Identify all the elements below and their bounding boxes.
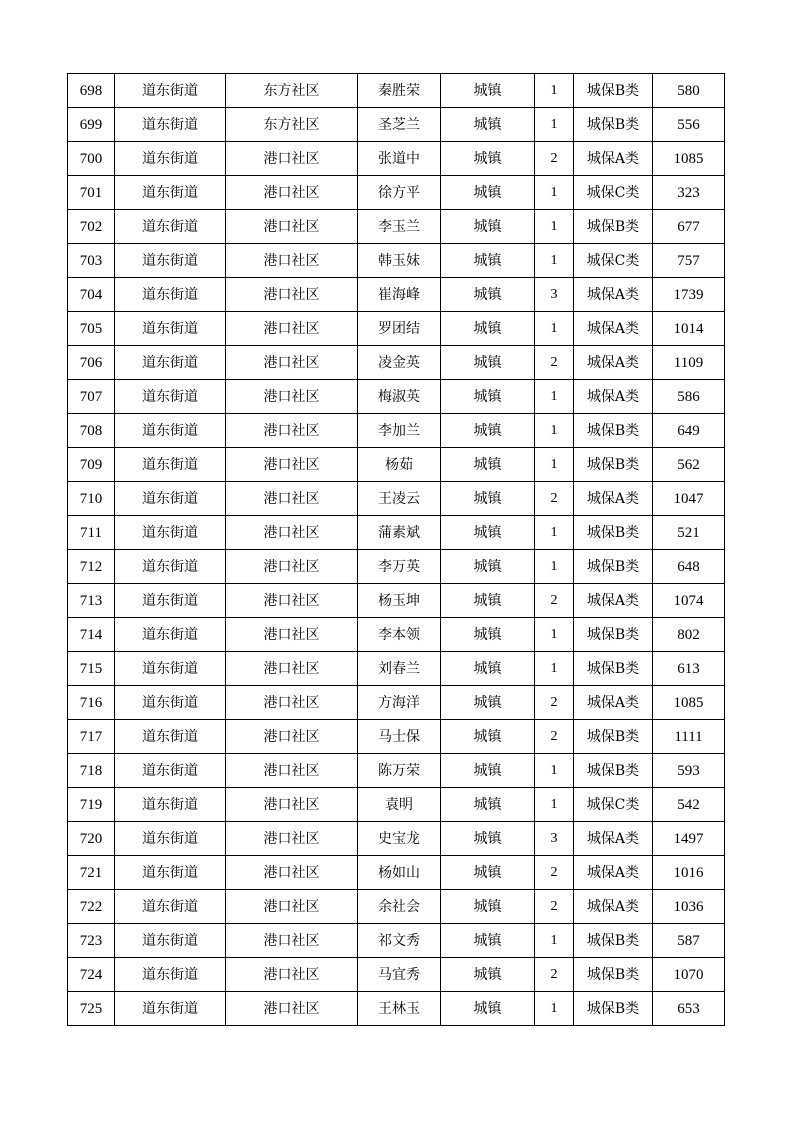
row-number: 724 — [68, 958, 115, 992]
community-cell: 港口社区 — [226, 380, 358, 414]
household-count-cell: 1 — [535, 448, 574, 482]
category-cell: 城保A类 — [574, 482, 653, 516]
street-cell: 道东街道 — [115, 108, 226, 142]
amount-cell: 562 — [653, 448, 725, 482]
category-cell: 城保B类 — [574, 448, 653, 482]
community-cell: 港口社区 — [226, 618, 358, 652]
name-cell: 袁明 — [358, 788, 441, 822]
name-cell: 方海洋 — [358, 686, 441, 720]
household-count-cell: 1 — [535, 210, 574, 244]
street-cell: 道东街道 — [115, 346, 226, 380]
name-cell: 圣芝兰 — [358, 108, 441, 142]
street-cell: 道东街道 — [115, 380, 226, 414]
category-cell: 城保A类 — [574, 584, 653, 618]
category-cell: 城保C类 — [574, 788, 653, 822]
household-count-cell: 2 — [535, 142, 574, 176]
street-cell: 道东街道 — [115, 584, 226, 618]
name-cell: 李万英 — [358, 550, 441, 584]
table-row — [68, 210, 725, 244]
amount-cell: 1739 — [653, 278, 725, 312]
type-cell: 城镇 — [441, 482, 535, 516]
category-cell: 城保A类 — [574, 346, 653, 380]
table-row — [68, 686, 725, 720]
table-row — [68, 754, 725, 788]
row-number: 708 — [68, 414, 115, 448]
type-cell: 城镇 — [441, 142, 535, 176]
type-cell: 城镇 — [441, 584, 535, 618]
street-cell: 道东街道 — [115, 244, 226, 278]
community-cell: 东方社区 — [226, 108, 358, 142]
row-number: 720 — [68, 822, 115, 856]
table-row — [68, 414, 725, 448]
street-cell: 道东街道 — [115, 176, 226, 210]
name-cell: 罗团结 — [358, 312, 441, 346]
household-count-cell: 1 — [535, 924, 574, 958]
name-cell: 马士保 — [358, 720, 441, 754]
type-cell: 城镇 — [441, 992, 535, 1026]
table-row — [68, 278, 725, 312]
household-count-cell: 2 — [535, 346, 574, 380]
category-cell: 城保A类 — [574, 380, 653, 414]
row-number: 709 — [68, 448, 115, 482]
name-cell: 王林玉 — [358, 992, 441, 1026]
community-cell: 港口社区 — [226, 958, 358, 992]
community-cell: 港口社区 — [226, 720, 358, 754]
type-cell: 城镇 — [441, 516, 535, 550]
row-number: 714 — [68, 618, 115, 652]
category-cell: 城保C类 — [574, 176, 653, 210]
community-cell: 港口社区 — [226, 550, 358, 584]
row-number: 713 — [68, 584, 115, 618]
community-cell: 港口社区 — [226, 516, 358, 550]
amount-cell: 1085 — [653, 142, 725, 176]
street-cell: 道东街道 — [115, 312, 226, 346]
table-row — [68, 618, 725, 652]
community-cell: 港口社区 — [226, 584, 358, 618]
type-cell: 城镇 — [441, 380, 535, 414]
community-cell: 港口社区 — [226, 788, 358, 822]
street-cell: 道东街道 — [115, 414, 226, 448]
household-count-cell: 1 — [535, 992, 574, 1026]
type-cell: 城镇 — [441, 550, 535, 584]
type-cell: 城镇 — [441, 754, 535, 788]
row-number: 702 — [68, 210, 115, 244]
table-row — [68, 482, 725, 516]
community-cell: 港口社区 — [226, 346, 358, 380]
table-row — [68, 448, 725, 482]
type-cell: 城镇 — [441, 686, 535, 720]
type-cell: 城镇 — [441, 74, 535, 108]
community-cell: 港口社区 — [226, 414, 358, 448]
table-row — [68, 74, 725, 108]
amount-cell: 1016 — [653, 856, 725, 890]
amount-cell: 556 — [653, 108, 725, 142]
table-row — [68, 584, 725, 618]
row-number: 707 — [68, 380, 115, 414]
category-cell: 城保A类 — [574, 890, 653, 924]
household-count-cell: 2 — [535, 720, 574, 754]
household-count-cell: 2 — [535, 890, 574, 924]
amount-cell: 802 — [653, 618, 725, 652]
amount-cell: 1014 — [653, 312, 725, 346]
name-cell: 杨茹 — [358, 448, 441, 482]
household-count-cell: 1 — [535, 414, 574, 448]
table-row — [68, 108, 725, 142]
name-cell: 陈万荣 — [358, 754, 441, 788]
table-row — [68, 890, 725, 924]
category-cell: 城保B类 — [574, 618, 653, 652]
community-cell: 港口社区 — [226, 244, 358, 278]
household-count-cell: 1 — [535, 652, 574, 686]
table-row — [68, 992, 725, 1026]
amount-cell: 1111 — [653, 720, 725, 754]
community-cell: 港口社区 — [226, 482, 358, 516]
category-cell: 城保C类 — [574, 244, 653, 278]
records-table — [67, 73, 725, 1026]
name-cell: 李本领 — [358, 618, 441, 652]
name-cell: 张道中 — [358, 142, 441, 176]
category-cell: 城保B类 — [574, 550, 653, 584]
row-number: 715 — [68, 652, 115, 686]
table-row — [68, 652, 725, 686]
row-number: 722 — [68, 890, 115, 924]
street-cell: 道东街道 — [115, 754, 226, 788]
household-count-cell: 2 — [535, 856, 574, 890]
category-cell: 城保B类 — [574, 108, 653, 142]
household-count-cell: 2 — [535, 958, 574, 992]
type-cell: 城镇 — [441, 618, 535, 652]
type-cell: 城镇 — [441, 856, 535, 890]
name-cell: 李玉兰 — [358, 210, 441, 244]
type-cell: 城镇 — [441, 210, 535, 244]
name-cell: 杨玉坤 — [358, 584, 441, 618]
name-cell: 韩玉妹 — [358, 244, 441, 278]
community-cell: 港口社区 — [226, 856, 358, 890]
type-cell: 城镇 — [441, 788, 535, 822]
community-cell: 港口社区 — [226, 278, 358, 312]
type-cell: 城镇 — [441, 278, 535, 312]
amount-cell: 1085 — [653, 686, 725, 720]
row-number: 719 — [68, 788, 115, 822]
community-cell: 港口社区 — [226, 652, 358, 686]
row-number: 718 — [68, 754, 115, 788]
name-cell: 凌金英 — [358, 346, 441, 380]
household-count-cell: 1 — [535, 244, 574, 278]
community-cell: 港口社区 — [226, 142, 358, 176]
household-count-cell: 1 — [535, 516, 574, 550]
name-cell: 马宜秀 — [358, 958, 441, 992]
household-count-cell: 1 — [535, 176, 574, 210]
amount-cell: 648 — [653, 550, 725, 584]
community-cell: 港口社区 — [226, 312, 358, 346]
type-cell: 城镇 — [441, 448, 535, 482]
household-count-cell: 1 — [535, 788, 574, 822]
category-cell: 城保A类 — [574, 312, 653, 346]
street-cell: 道东街道 — [115, 958, 226, 992]
street-cell: 道东街道 — [115, 720, 226, 754]
table-row — [68, 346, 725, 380]
street-cell: 道东街道 — [115, 686, 226, 720]
community-cell: 港口社区 — [226, 822, 358, 856]
community-cell: 港口社区 — [226, 890, 358, 924]
row-number: 712 — [68, 550, 115, 584]
category-cell: 城保A类 — [574, 278, 653, 312]
type-cell: 城镇 — [441, 414, 535, 448]
type-cell: 城镇 — [441, 924, 535, 958]
household-count-cell: 1 — [535, 74, 574, 108]
street-cell: 道东街道 — [115, 856, 226, 890]
household-count-cell: 1 — [535, 618, 574, 652]
table-row — [68, 822, 725, 856]
row-number: 705 — [68, 312, 115, 346]
amount-cell: 542 — [653, 788, 725, 822]
table-row — [68, 380, 725, 414]
household-count-cell: 1 — [535, 312, 574, 346]
household-count-cell: 2 — [535, 686, 574, 720]
name-cell: 王凌云 — [358, 482, 441, 516]
row-number: 721 — [68, 856, 115, 890]
amount-cell: 1497 — [653, 822, 725, 856]
amount-cell: 1074 — [653, 584, 725, 618]
street-cell: 道东街道 — [115, 788, 226, 822]
amount-cell: 593 — [653, 754, 725, 788]
amount-cell: 1036 — [653, 890, 725, 924]
community-cell: 东方社区 — [226, 74, 358, 108]
category-cell: 城保B类 — [574, 74, 653, 108]
table-row — [68, 550, 725, 584]
household-count-cell: 1 — [535, 550, 574, 584]
name-cell: 李加兰 — [358, 414, 441, 448]
row-number: 723 — [68, 924, 115, 958]
amount-cell: 1109 — [653, 346, 725, 380]
amount-cell: 1047 — [653, 482, 725, 516]
type-cell: 城镇 — [441, 108, 535, 142]
type-cell: 城镇 — [441, 720, 535, 754]
street-cell: 道东街道 — [115, 516, 226, 550]
street-cell: 道东街道 — [115, 448, 226, 482]
table-row — [68, 516, 725, 550]
name-cell: 崔海峰 — [358, 278, 441, 312]
amount-cell: 649 — [653, 414, 725, 448]
type-cell: 城镇 — [441, 890, 535, 924]
amount-cell: 521 — [653, 516, 725, 550]
name-cell: 蒲素斌 — [358, 516, 441, 550]
category-cell: 城保A类 — [574, 856, 653, 890]
amount-cell: 1070 — [653, 958, 725, 992]
amount-cell: 323 — [653, 176, 725, 210]
type-cell: 城镇 — [441, 958, 535, 992]
amount-cell: 586 — [653, 380, 725, 414]
name-cell: 刘春兰 — [358, 652, 441, 686]
row-number: 704 — [68, 278, 115, 312]
category-cell: 城保B类 — [574, 652, 653, 686]
category-cell: 城保B类 — [574, 754, 653, 788]
table-row — [68, 142, 725, 176]
category-cell: 城保B类 — [574, 210, 653, 244]
table-row — [68, 312, 725, 346]
table-row — [68, 720, 725, 754]
name-cell: 杨如山 — [358, 856, 441, 890]
name-cell: 梅淑英 — [358, 380, 441, 414]
street-cell: 道东街道 — [115, 550, 226, 584]
row-number: 716 — [68, 686, 115, 720]
name-cell: 祁文秀 — [358, 924, 441, 958]
category-cell: 城保B类 — [574, 516, 653, 550]
table-row — [68, 856, 725, 890]
amount-cell: 757 — [653, 244, 725, 278]
street-cell: 道东街道 — [115, 652, 226, 686]
household-count-cell: 1 — [535, 108, 574, 142]
community-cell: 港口社区 — [226, 924, 358, 958]
row-number: 706 — [68, 346, 115, 380]
records-table-body — [68, 74, 725, 1026]
type-cell: 城镇 — [441, 346, 535, 380]
street-cell: 道东街道 — [115, 210, 226, 244]
community-cell: 港口社区 — [226, 448, 358, 482]
category-cell: 城保B类 — [574, 924, 653, 958]
amount-cell: 587 — [653, 924, 725, 958]
name-cell: 史宝龙 — [358, 822, 441, 856]
household-count-cell: 3 — [535, 278, 574, 312]
category-cell: 城保A类 — [574, 686, 653, 720]
row-number: 725 — [68, 992, 115, 1026]
category-cell: 城保A类 — [574, 142, 653, 176]
type-cell: 城镇 — [441, 652, 535, 686]
name-cell: 余社会 — [358, 890, 441, 924]
street-cell: 道东街道 — [115, 142, 226, 176]
row-number: 711 — [68, 516, 115, 550]
row-number: 698 — [68, 74, 115, 108]
table-row — [68, 244, 725, 278]
amount-cell: 580 — [653, 74, 725, 108]
category-cell: 城保B类 — [574, 992, 653, 1026]
street-cell: 道东街道 — [115, 890, 226, 924]
name-cell: 徐方平 — [358, 176, 441, 210]
category-cell: 城保B类 — [574, 720, 653, 754]
row-number: 700 — [68, 142, 115, 176]
row-number: 701 — [68, 176, 115, 210]
row-number: 699 — [68, 108, 115, 142]
amount-cell: 613 — [653, 652, 725, 686]
category-cell: 城保A类 — [574, 822, 653, 856]
street-cell: 道东街道 — [115, 74, 226, 108]
household-count-cell: 2 — [535, 482, 574, 516]
amount-cell: 653 — [653, 992, 725, 1026]
household-count-cell: 1 — [535, 754, 574, 788]
type-cell: 城镇 — [441, 312, 535, 346]
table-row — [68, 176, 725, 210]
amount-cell: 677 — [653, 210, 725, 244]
name-cell: 秦胜荣 — [358, 74, 441, 108]
table-row — [68, 788, 725, 822]
street-cell: 道东街道 — [115, 278, 226, 312]
community-cell: 港口社区 — [226, 686, 358, 720]
community-cell: 港口社区 — [226, 992, 358, 1026]
street-cell: 道东街道 — [115, 822, 226, 856]
row-number: 710 — [68, 482, 115, 516]
table-row — [68, 958, 725, 992]
community-cell: 港口社区 — [226, 176, 358, 210]
household-count-cell: 1 — [535, 380, 574, 414]
table-row — [68, 924, 725, 958]
street-cell: 道东街道 — [115, 618, 226, 652]
household-count-cell: 2 — [535, 584, 574, 618]
street-cell: 道东街道 — [115, 482, 226, 516]
community-cell: 港口社区 — [226, 210, 358, 244]
household-count-cell: 3 — [535, 822, 574, 856]
category-cell: 城保B类 — [574, 958, 653, 992]
type-cell: 城镇 — [441, 822, 535, 856]
type-cell: 城镇 — [441, 176, 535, 210]
type-cell: 城镇 — [441, 244, 535, 278]
street-cell: 道东街道 — [115, 992, 226, 1026]
community-cell: 港口社区 — [226, 754, 358, 788]
category-cell: 城保B类 — [574, 414, 653, 448]
row-number: 703 — [68, 244, 115, 278]
row-number: 717 — [68, 720, 115, 754]
street-cell: 道东街道 — [115, 924, 226, 958]
